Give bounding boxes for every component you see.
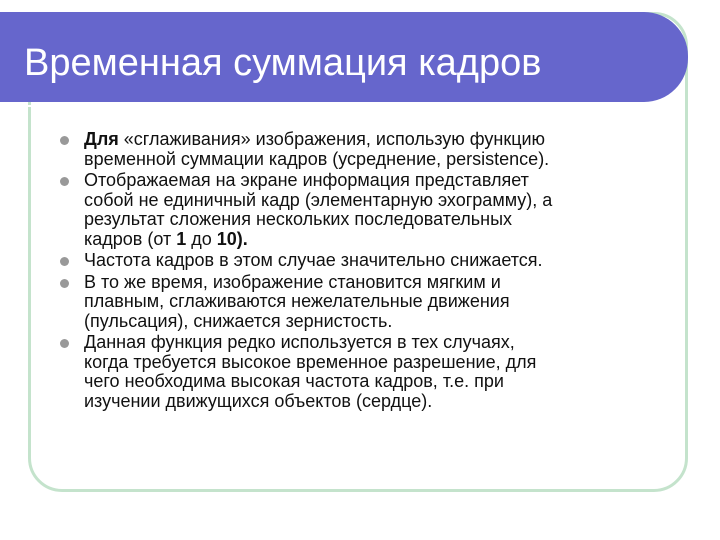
text-run: «сглаживания» изображения, использую функцию — [118, 129, 546, 149]
text-run: изучении движущихся объектов (сердце). — [84, 390, 433, 411]
bullet-dot-icon — [60, 177, 69, 186]
text-run: (пульсация), снижается зернистость. — [84, 310, 393, 331]
bullet-item — [60, 130, 670, 169]
text-run: когда требуется высокое временное разрешение, для — [84, 351, 537, 372]
bold-text: Для — [84, 129, 119, 149]
bullet-line — [84, 273, 670, 293]
text-run: до — [186, 228, 217, 249]
bullet-line — [84, 230, 670, 250]
bullet-dot-icon — [60, 279, 69, 288]
text-run: плавным, сглаживаются нежелательные движения — [84, 291, 510, 311]
bullet-dot-icon — [60, 339, 69, 348]
bullet-line — [84, 312, 670, 332]
bullet-line — [84, 292, 670, 312]
bold-text: 10). — [216, 228, 248, 249]
bullet-item — [60, 273, 670, 332]
text-run: Данная функция редко используется в тех случаях, — [84, 332, 515, 352]
title-underline — [0, 105, 640, 107]
bullet-item — [60, 333, 670, 411]
bullet-item — [60, 171, 670, 249]
bullet-line — [84, 251, 670, 271]
bullet-line — [84, 353, 670, 373]
bullet-line — [84, 171, 670, 191]
bullet-line — [84, 191, 670, 211]
text-run: собой не единичный кадр (элементарную эхограмму), а — [84, 189, 553, 210]
bullet-line — [84, 130, 670, 150]
text-run: В то же время, изображение становится мягким и — [84, 271, 501, 292]
bold-text: 1 — [176, 228, 187, 249]
bullet-line — [84, 210, 670, 230]
bullet-line — [84, 150, 670, 170]
text-run: чего необходима высокая частота кадров, т.е. при — [84, 371, 504, 391]
text-run: Частота кадров в этом случае значительно снижается. — [84, 250, 543, 270]
bullet-line — [84, 392, 670, 412]
bullet-list — [60, 130, 670, 413]
text-run: временной суммации кадров (усреднение, persistence). — [84, 148, 550, 169]
slide-title: Временная суммация кадров — [24, 42, 542, 84]
bullet-dot-icon — [60, 136, 69, 145]
text-run: кадров (от — [84, 228, 177, 249]
bullet-item — [60, 251, 670, 271]
text-run: результат сложения нескольких последовательных — [84, 209, 513, 229]
text-run: Отображаемая на экране информация представляет — [84, 170, 529, 190]
bullet-line — [84, 372, 670, 392]
title-bar — [0, 12, 688, 102]
bullet-line — [84, 333, 670, 353]
bullet-dot-icon — [60, 257, 69, 266]
